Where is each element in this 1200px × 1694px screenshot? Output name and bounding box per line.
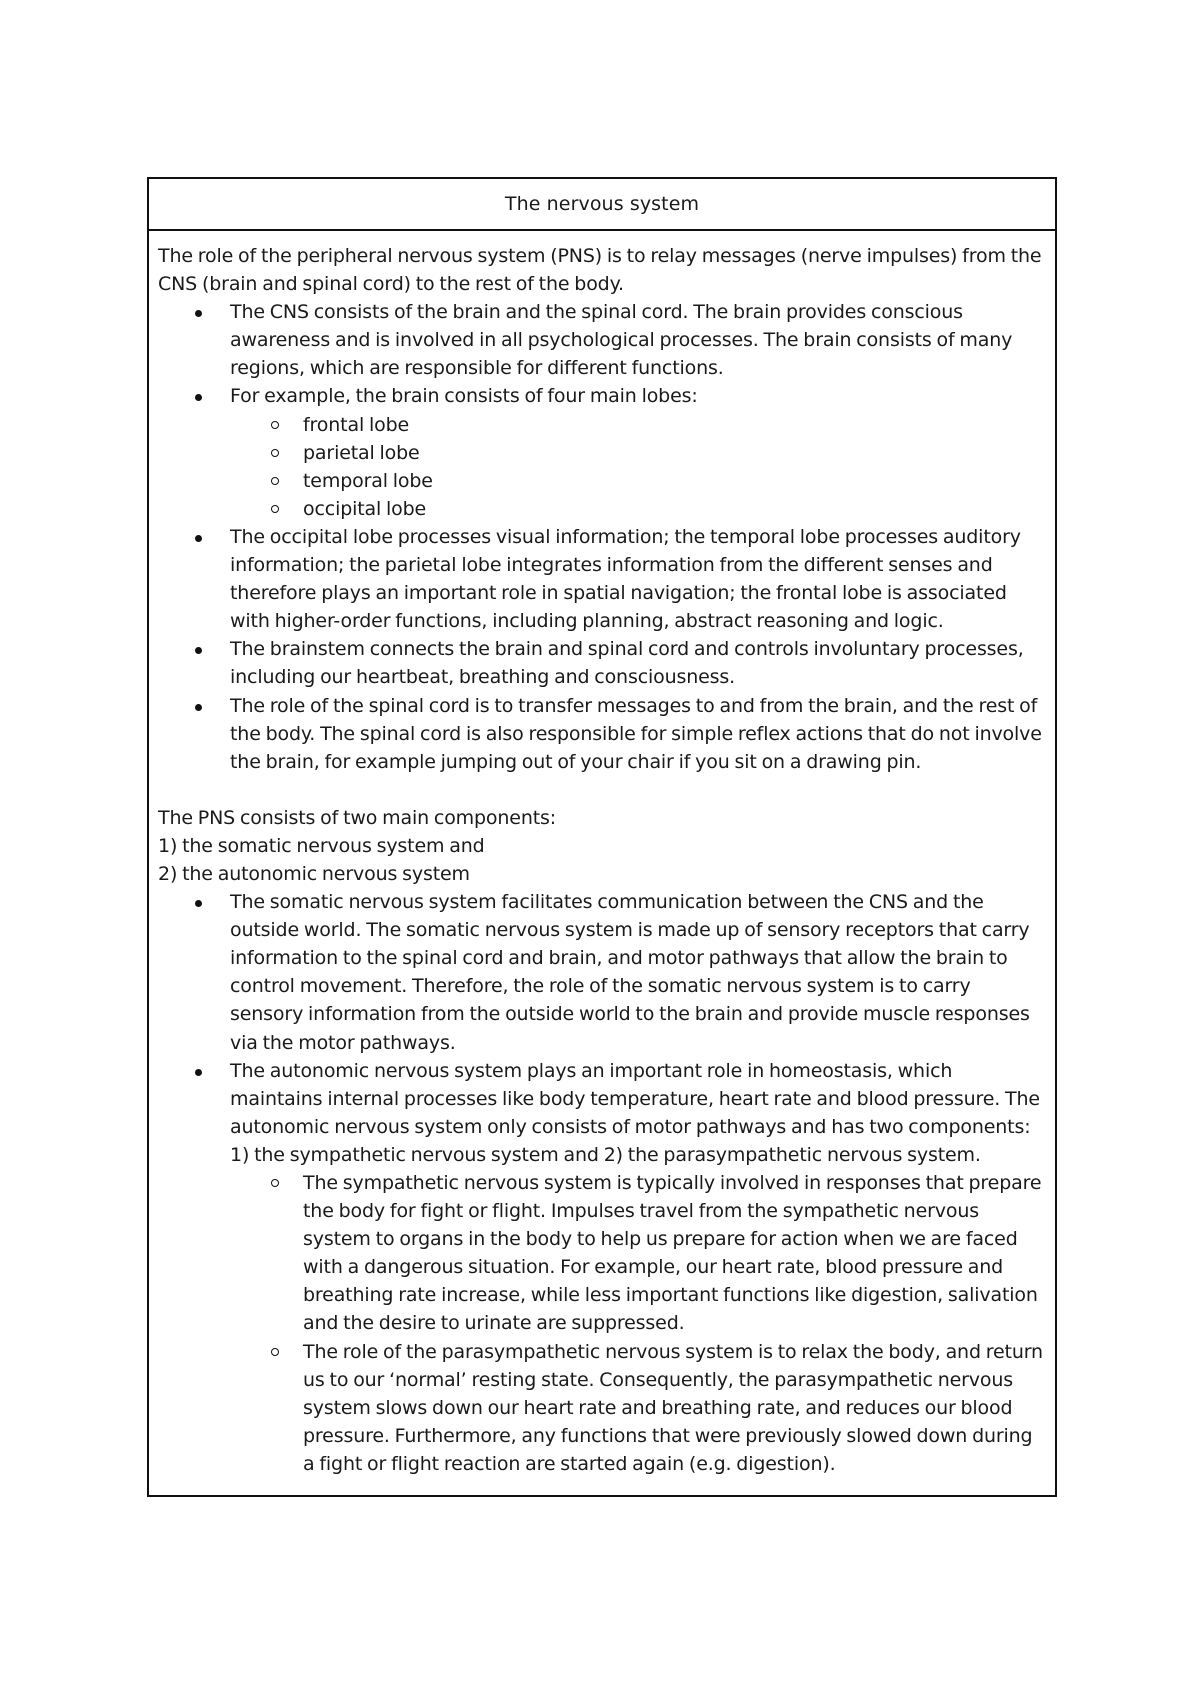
list-item-text: The brainstem connects the brain and spinal cord and controls involuntary processes, including our heartbeat, breathing and consciousness.	[230, 638, 1024, 689]
bullet-icon	[195, 900, 202, 907]
circle-bullet-icon	[271, 421, 279, 429]
circle-bullet-icon	[271, 1348, 279, 1356]
sublist-item-text: parietal lobe	[303, 441, 420, 464]
list-item-text: The CNS consists of the brain and the spinal cord. The brain provides conscious awareness and is involved in all psychological processes. The brain consists of many regions, which are responsible for different functions.	[230, 301, 1013, 380]
pns-heading: The PNS consists of two main components:	[158, 806, 557, 829]
cns-bullet-list	[158, 298, 1045, 776]
document-title: The nervous system	[504, 193, 700, 215]
sublist-item	[158, 495, 1045, 523]
circle-bullet-icon	[271, 505, 279, 513]
sublist-item-text: The role of the parasympathetic nervous system is to relax the body, and return us to our ‘normal’ resting state. Consequently, the parasympathetic nervous system slows down our heart rate and breathing rate, and reduces our blood pressure. Furthermore, any functions that were previously slowed down during a fight or flight reaction are started again (e.g. digestion).	[303, 1340, 1043, 1475]
list-item	[158, 1057, 1045, 1478]
sublist-item	[158, 467, 1045, 495]
sublist-item	[158, 1338, 1045, 1478]
list-item-text: The autonomic nervous system plays an important role in homeostasis, which maintains internal processes like body temperature, heart rate and blood pressure. The autonomic nervous system only consists of motor pathways and has two components: 1) the sympathetic nervous system and 2) the parasympathetic nervous system.	[230, 1059, 1040, 1166]
sublist-item-text: occipital lobe	[303, 497, 427, 520]
document-table	[147, 177, 1057, 1497]
sublist-item	[158, 439, 1045, 467]
circle-bullet-icon	[271, 1179, 279, 1187]
lobes-sublist	[230, 411, 1045, 523]
bullet-icon	[195, 535, 202, 542]
sublist-item-text: frontal lobe	[303, 413, 410, 436]
intro-paragraph: The role of the peripheral nervous system (PNS) is to relay messages (nerve impulses) from the CNS (brain and spinal cord) to the rest of the body.	[158, 245, 1042, 296]
sublist-item-text: The sympathetic nervous system is typically involved in responses that prepare the body for fight or flight. Impulses travel from the sympathetic nervous system to organs in the body to help us prepare for action when we are faced with a dangerous situation. For example, our heart rate, blood pressure and breathing rate increase, while less important functions like digestion, salivation and the desire to urinate are suppressed.	[303, 1172, 1042, 1335]
bullet-icon	[195, 1069, 202, 1076]
circle-bullet-icon	[271, 449, 279, 457]
list-item-text: The role of the spinal cord is to transfer messages to and from the brain, and the rest of the body. The spinal cord is also responsible for simple reflex actions that do not involve the brain, for example jumping out of your chair if you sit on a drawing pin.	[230, 694, 1042, 773]
bullet-icon	[195, 647, 202, 654]
list-item	[158, 523, 1045, 635]
paragraph-gap	[158, 776, 1045, 804]
list-item	[158, 298, 1045, 382]
list-item	[158, 692, 1045, 776]
list-item-text: The somatic nervous system facilitates communication between the CNS and the outside world. The somatic nervous system is made up of sensory receptors that carry information to the spinal cord and brain, and motor pathways that allow the brain to control movement. Therefore, the role of the somatic nervous system is to carry sensory information from the outside world to the brain and provide muscle responses via the motor pathways.	[230, 891, 1030, 1054]
bullet-icon	[195, 394, 202, 401]
list-item	[158, 382, 1045, 522]
sublist-item-text: temporal lobe	[303, 469, 433, 492]
document-body	[149, 231, 1055, 1478]
bullet-icon	[195, 310, 202, 317]
autonomic-sublist	[230, 1169, 1045, 1478]
pns-component-1: 1) the somatic nervous system and	[158, 834, 485, 857]
sublist-item	[158, 1169, 1045, 1338]
list-item-text: The occipital lobe processes visual information; the temporal lobe processes auditory information; the parietal lobe integrates information from the different senses and therefore plays an important role in spatial navigation; the frontal lobe is associated with higher-order functions, including planning, abstract reasoning and logic.	[230, 525, 1021, 633]
list-item-text: For example, the brain consists of four main lobes:	[230, 385, 698, 408]
list-item	[158, 888, 1045, 1057]
pns-component-2: 2) the autonomic nervous system	[158, 862, 470, 885]
list-item	[158, 635, 1045, 691]
sublist-item	[158, 411, 1045, 439]
circle-bullet-icon	[271, 477, 279, 485]
pns-bullet-list	[158, 888, 1045, 1478]
document-title-row	[149, 179, 1055, 231]
bullet-icon	[195, 704, 202, 711]
